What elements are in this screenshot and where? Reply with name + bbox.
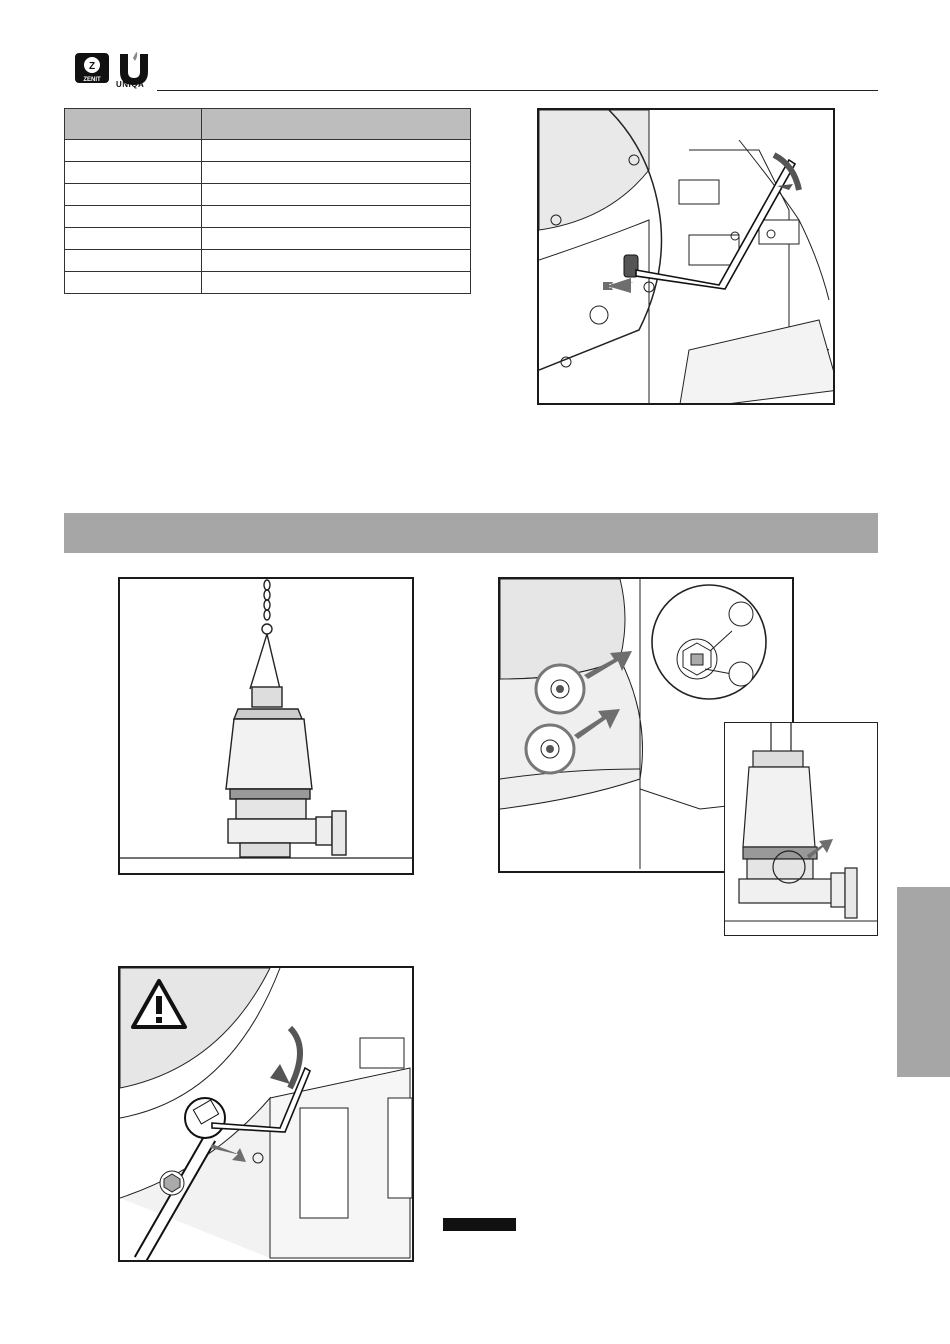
table-header-cell <box>65 109 202 140</box>
figure-pump-lifting <box>118 577 414 875</box>
uniqa-logo-text: UNIQA <box>116 80 145 89</box>
table-cell <box>65 184 202 206</box>
table-row <box>65 272 471 294</box>
uniqa-logo <box>114 50 156 90</box>
pump-on-chain-drawing <box>120 579 412 873</box>
note-label-bar <box>443 1218 516 1231</box>
table-cell <box>202 184 471 206</box>
table-cell <box>65 250 202 272</box>
table-cell <box>65 272 202 294</box>
table-cell <box>65 228 202 250</box>
table-cell <box>65 140 202 162</box>
section-heading-band <box>64 513 878 553</box>
pump-with-arrow-drawing <box>725 723 877 935</box>
zenit-logo-text: ZENIT <box>83 77 101 83</box>
table-row <box>65 140 471 162</box>
table-cell <box>202 228 471 250</box>
table-cell <box>65 206 202 228</box>
header-rule <box>157 90 878 91</box>
warning-icon <box>130 978 188 1030</box>
hex-key-plug-drawing <box>539 110 833 403</box>
table-cell <box>202 272 471 294</box>
table-header-cell <box>202 109 471 140</box>
table-header-row <box>65 109 471 140</box>
table-row <box>65 228 471 250</box>
figure-hex-key-plug <box>537 108 835 405</box>
table-cell <box>202 206 471 228</box>
table-row <box>65 184 471 206</box>
spec-table <box>64 108 471 294</box>
table-cell <box>202 140 471 162</box>
zenit-logo <box>74 52 110 84</box>
svg-text:Z: Z <box>88 61 96 72</box>
table-row <box>65 162 471 184</box>
figure-inset-pump <box>724 722 878 936</box>
figure-warning-wrench <box>118 966 414 1262</box>
table-cell <box>202 250 471 272</box>
table-row <box>65 206 471 228</box>
table-cell <box>65 162 202 184</box>
section-side-tab <box>897 887 950 1077</box>
table-row <box>65 250 471 272</box>
table-cell <box>202 162 471 184</box>
